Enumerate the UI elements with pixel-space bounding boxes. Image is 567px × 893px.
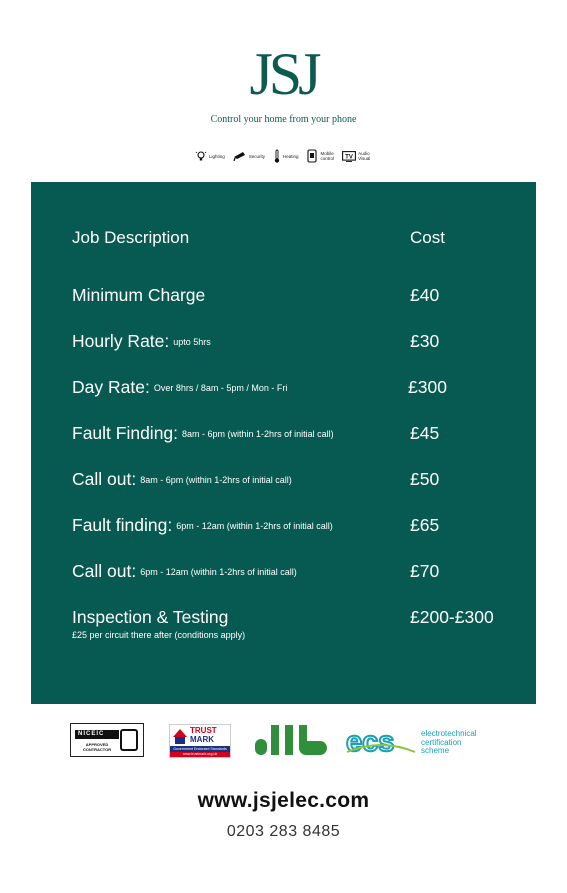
job-detail: 8am - 6pm (within 1-2hrs of initial call) <box>140 475 292 485</box>
job-label: Inspection & Testing <box>72 607 229 627</box>
job-description-header: Job Description <box>72 228 190 247</box>
job-label: Call out: <box>72 469 137 489</box>
job-label: Minimum Charge <box>72 285 206 305</box>
feature-mobile <box>307 149 335 163</box>
job-detail: 6pm - 12am (within 1-2hrs of initial call) <box>176 521 333 531</box>
job-cost: £65 <box>410 515 440 535</box>
feature-label: Lighting <box>209 153 225 159</box>
job-detail: 6pm - 12am (within 1-2hrs of initial call) <box>140 567 297 577</box>
job-detail: upto 5hrs <box>173 337 211 347</box>
feature-icons-row <box>195 149 370 163</box>
lightbulb-icon <box>195 150 207 162</box>
ecs-wording <box>421 730 477 756</box>
feature-label: Security <box>248 153 266 159</box>
feature-security <box>233 151 265 161</box>
thermometer-icon <box>273 149 281 163</box>
ecs-line: scheme <box>421 746 450 755</box>
job-cost: £30 <box>410 331 440 351</box>
job-cost: £40 <box>410 285 440 305</box>
accreditation-logos <box>0 722 567 760</box>
tagline: Control your home from your phone <box>210 114 357 125</box>
feature-lighting <box>195 150 225 162</box>
jsj-logo: JSJ <box>249 41 318 107</box>
feature-audio-visual <box>342 151 370 162</box>
cctv-camera-icon <box>233 151 247 161</box>
feature-label: Audio <box>358 151 370 156</box>
niceic-mark: NICEIC <box>78 731 105 737</box>
price-list-panel <box>31 182 536 704</box>
website-url[interactable]: www.jsjelec.com <box>197 789 370 812</box>
job-cost: £300 <box>408 377 447 397</box>
job-label: Day Rate: <box>72 377 150 397</box>
tv-glyph: TV <box>345 153 353 160</box>
feature-heating <box>273 149 299 163</box>
tv-icon <box>342 151 356 162</box>
job-note: £25 per circuit there after (conditions apply) <box>72 630 246 640</box>
ecs-mark: ecs <box>346 726 395 756</box>
job-detail: Over 8hrs / 8am - 5pm / Mon - Fri <box>153 383 288 393</box>
trustmark-strapline: Government Endorsed Standards <box>170 746 230 752</box>
feature-label: Mobile <box>320 151 334 156</box>
cost-header: Cost <box>410 228 445 247</box>
job-cost: £45 <box>410 423 440 443</box>
job-cost: £70 <box>410 561 440 581</box>
mobile-control-icon <box>307 149 319 163</box>
ecs-line: certification <box>421 737 462 747</box>
phone-number[interactable]: 0203 283 8485 <box>226 823 341 840</box>
ecs-line: electrotechnical <box>421 729 477 738</box>
job-detail: 8am - 6pm (within 1-2hrs of initial call) <box>182 429 334 439</box>
niceic-logo <box>70 723 144 757</box>
feature-label: control <box>320 156 335 161</box>
jib-logo <box>255 722 331 756</box>
trustmark-word-trust: TRUST <box>190 726 217 735</box>
ecs-logo <box>345 726 417 756</box>
job-label: Fault Finding: <box>72 423 179 443</box>
job-label: Fault finding: <box>72 515 173 535</box>
job-cost: £50 <box>410 469 440 489</box>
ukas-seal-icon <box>120 729 138 751</box>
trustmark-url: www.trustmark.org.uk <box>170 752 230 757</box>
job-label: Call out: <box>72 561 137 581</box>
job-label: Hourly Rate: <box>72 331 170 351</box>
feature-label: Visual <box>358 156 371 161</box>
trustmark-word-mark: MARK <box>190 735 214 744</box>
trustmark-logo <box>169 724 231 758</box>
job-cost: £200-£300 <box>410 607 494 627</box>
niceic-caption: APPROVED CONTRACTOR <box>82 742 112 752</box>
feature-label: Heating <box>283 153 299 159</box>
